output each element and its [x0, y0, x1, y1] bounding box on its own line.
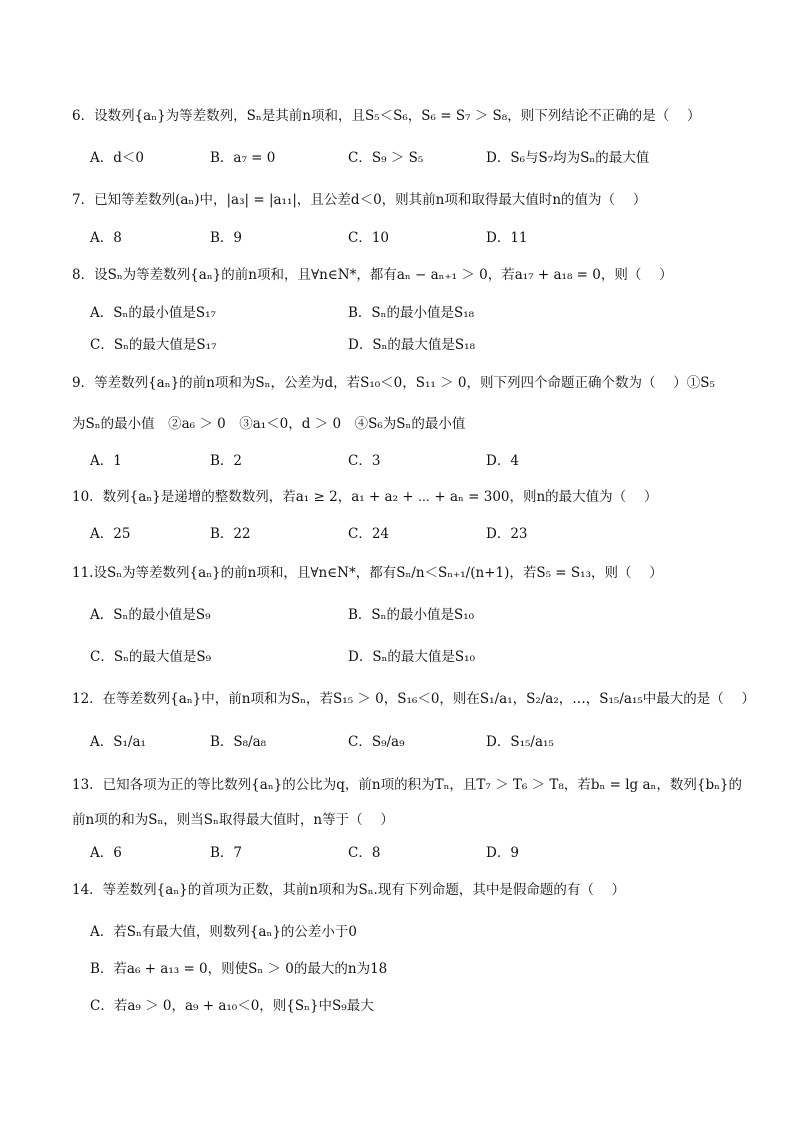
question-7-option-a: A．8: [90, 230, 122, 246]
question-11-option-a: A．Sₙ的最小值是S₉: [90, 607, 211, 623]
question-8-option-a: A．Sₙ的最小值是S₁₇: [90, 305, 216, 321]
question-10-option-a: A．25: [90, 526, 131, 542]
question-13-option-d: D．9: [486, 845, 519, 861]
question-12-stem: 12．在等差数列{aₙ}中，前n项和为Sₙ，若S₁₅ ＞ 0，S₁₆＜0，则在S₁/a₁，S₂/a₂，…，S₁₅/a₁₅中最大的是（ ）: [72, 691, 756, 707]
question-9-option-c: C．3: [348, 453, 381, 469]
question-12-option-a: A．S₁/a₁: [90, 734, 146, 750]
question-8-option-b: B．Sₙ的最小值是S₁₈: [348, 305, 475, 321]
question-11-stem: 11.设Sₙ为等差数列{aₙ}的前n项和，且∀n∈N*，都有Sₙ/n＜Sₙ₊₁/(n+1)，若S₅ = S₁₃，则（ ）: [72, 565, 663, 581]
question-7-stem: 7．已知等差数列(aₙ)中，|a₃| = |a₁₁|，且公差d＜0，则其前n项和取得最大值时n的值为（ ）: [72, 192, 647, 208]
question-7-option-c: C．10: [348, 230, 390, 246]
question-9-option-a: A．1: [90, 453, 122, 469]
question-12-option-b: B．S₈/a₈: [210, 734, 267, 750]
question-6-option-a: A．d＜0: [90, 150, 144, 166]
question-12-option-c: C．S₉/a₉: [348, 734, 405, 750]
question-14-option-a: A．若Sₙ有最大值，则数列{aₙ}的公差小于0: [90, 924, 357, 940]
question-13-stem: 13．已知各项为正的等比数列{aₙ}的公比为q，前n项的积为Tₙ，且T₇ ＞ T₆ ＞ T₈，若bₙ = lg aₙ，数列{bₙ}的: [72, 777, 743, 793]
question-8-option-d: D．Sₙ的最大值是S₁₈: [348, 337, 475, 353]
question-9-option-b: B．2: [210, 453, 243, 469]
question-11-option-c: C．Sₙ的最大值是S₉: [90, 649, 212, 665]
question-9-stem-continued: 为Sₙ的最小值 ②a₆ ＞ 0 ③a₁＜0，d ＞ 0 ④S₆为Sₙ的最小值: [72, 416, 466, 432]
question-6-stem: 6．设数列{aₙ}为等差数列，Sₙ是其前n项和，且S₅＜S₆，S₆ = S₇ ＞ S₈，则下列结论不正确的是（ ）: [72, 108, 701, 124]
question-10-option-c: C．24: [348, 526, 390, 542]
question-7-option-d: D．11: [486, 230, 528, 246]
question-6-option-b: B．a₇ = 0: [210, 150, 276, 166]
question-8-stem: 8．设Sₙ为等差数列{aₙ}的前n项和，且∀n∈N*，都有aₙ − aₙ₊₁ ＞ 0，若a₁₇ + a₁₈ = 0，则（ ）: [72, 267, 673, 283]
question-13-stem-continued: 前n项的和为Sₙ，则当Sₙ取得最大值时，n等于（ ）: [72, 812, 394, 828]
question-6-option-c: C．S₉ ＞ S₅: [348, 150, 424, 166]
question-10-option-b: B．22: [210, 526, 251, 542]
question-9-option-d: D．4: [486, 453, 519, 469]
question-10-option-d: D．23: [486, 526, 528, 542]
question-14-option-c: C．若a₉ ＞ 0，a₉ + a₁₀＜0，则{Sₙ}中S₉最大: [90, 998, 374, 1014]
question-14-stem: 14．等差数列{aₙ}的首项为正数，其前n项和为Sₙ.现有下列命题，其中是假命题的有（ ）: [72, 882, 626, 898]
question-10-stem: 10．数列{aₙ}是递增的整数数列，若a₁ ≥ 2，a₁ + a₂ + ⋯ + aₙ = 300，则n的最大值为（ ）: [72, 489, 658, 505]
question-13-option-c: C．8: [348, 845, 381, 861]
question-7-option-b: B．9: [210, 230, 243, 246]
question-14-option-b: B．若a₆ + a₁₃ = 0，则使Sₙ ＞ 0的最大的n为18: [90, 961, 388, 977]
question-9-stem: 9．等差数列{aₙ}的前n项和为Sₙ，公差为d，若S₁₀＜0，S₁₁ ＞ 0，则下列四个命题正确个数为（ ）①S₅: [72, 375, 715, 391]
question-6-option-d: D．S₆与S₇均为Sₙ的最大值: [486, 150, 650, 166]
question-13-option-b: B．7: [210, 845, 243, 861]
question-11-option-d: D．Sₙ的最大值是S₁₀: [348, 649, 475, 665]
question-12-option-d: D．S₁₅/a₁₅: [486, 734, 554, 750]
question-13-option-a: A．6: [90, 845, 122, 861]
question-11-option-b: B．Sₙ的最小值是S₁₀: [348, 607, 475, 623]
question-8-option-c: C．Sₙ的最大值是S₁₇: [90, 337, 217, 353]
